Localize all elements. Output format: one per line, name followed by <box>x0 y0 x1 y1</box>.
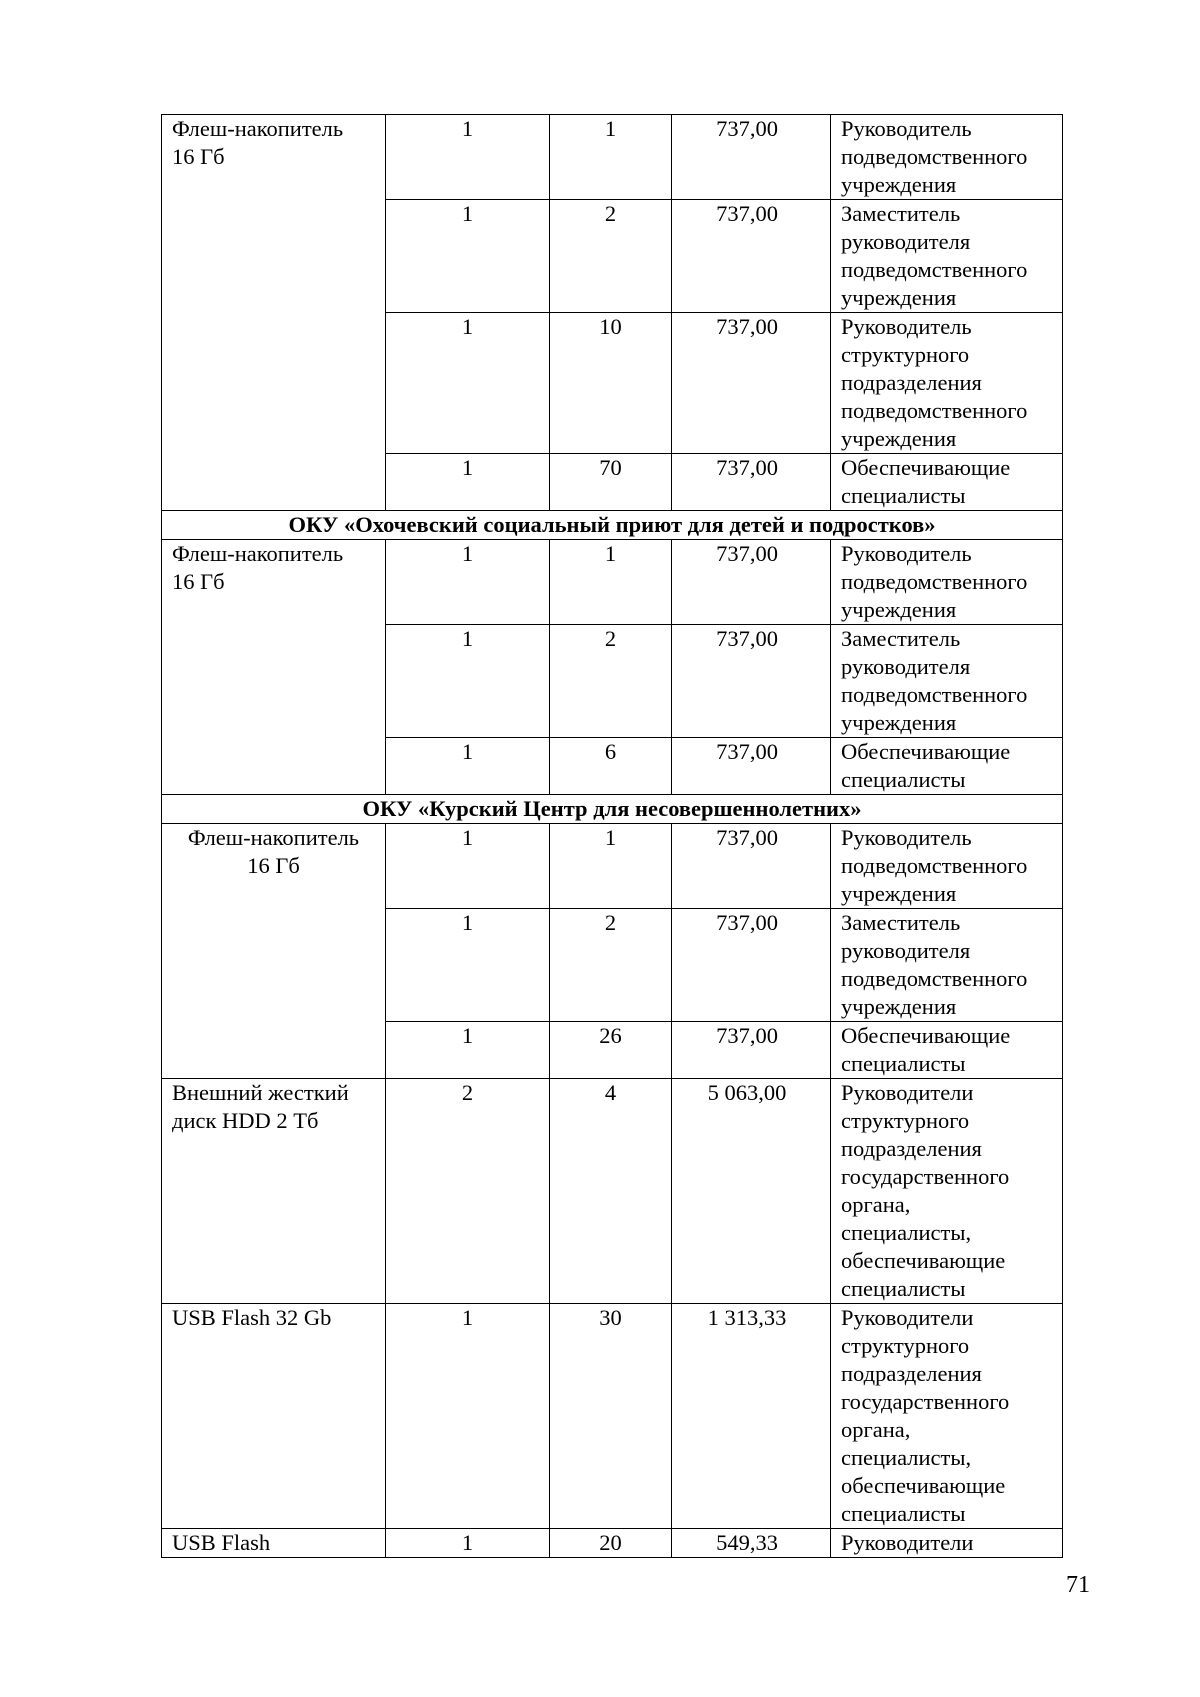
section-heading: ОКУ «Курский Центр для несовершеннолетних» <box>162 795 1063 824</box>
quantity-cell: 1 <box>386 1304 550 1529</box>
position-cell: Руководители структурного подразделения государственного органа, специалисты, обеспечивающие специалисты <box>831 1079 1063 1304</box>
count-cell: 20 <box>550 1529 672 1558</box>
section-heading: ОКУ «Охочевский социальный приют для детей и подростков» <box>162 511 1063 540</box>
quantity-cell: 1 <box>386 115 550 200</box>
table-row <box>162 540 1063 625</box>
position-cell: Заместитель руководителя подведомственного учреждения <box>831 625 1063 738</box>
item-name-cell: Флеш-накопитель 16 Гб <box>162 115 386 511</box>
quantity-cell: 1 <box>386 909 550 1022</box>
position-cell: Заместитель руководителя подведомственного учреждения <box>831 200 1063 313</box>
price-cell: 737,00 <box>672 909 831 1022</box>
table-row <box>162 115 1063 200</box>
table-row <box>162 824 1063 909</box>
count-cell: 10 <box>550 313 672 454</box>
position-cell: Руководитель подведомственного учреждения <box>831 540 1063 625</box>
position-cell: Руководитель подведомственного учреждения <box>831 824 1063 909</box>
table-row <box>162 1529 1063 1558</box>
price-cell: 549,33 <box>672 1529 831 1558</box>
quantity-cell: 1 <box>386 824 550 909</box>
count-cell: 70 <box>550 454 672 511</box>
position-cell: Обеспечивающие специалисты <box>831 1022 1063 1079</box>
count-cell: 4 <box>550 1079 672 1304</box>
price-cell: 737,00 <box>672 454 831 511</box>
count-cell: 2 <box>550 625 672 738</box>
price-cell: 737,00 <box>672 540 831 625</box>
count-cell: 1 <box>550 115 672 200</box>
position-cell: Обеспечивающие специалисты <box>831 454 1063 511</box>
count-cell: 26 <box>550 1022 672 1079</box>
price-cell: 737,00 <box>672 313 831 454</box>
quantity-cell: 1 <box>386 454 550 511</box>
quantity-cell: 1 <box>386 738 550 795</box>
position-cell: Заместитель руководителя подведомственного учреждения <box>831 909 1063 1022</box>
section-heading-row <box>162 795 1063 824</box>
price-cell: 737,00 <box>672 824 831 909</box>
count-cell: 1 <box>550 540 672 625</box>
item-name-cell: Флеш-накопитель 16 Гб <box>162 824 386 1079</box>
position-cell: Руководитель структурного подразделения подведомственного учреждения <box>831 313 1063 454</box>
quantity-cell: 1 <box>386 200 550 313</box>
count-cell: 6 <box>550 738 672 795</box>
price-cell: 737,00 <box>672 200 831 313</box>
section-heading-row <box>162 511 1063 540</box>
count-cell: 2 <box>550 909 672 1022</box>
count-cell: 1 <box>550 824 672 909</box>
quantity-cell: 1 <box>386 1022 550 1079</box>
price-cell: 1 313,33 <box>672 1304 831 1529</box>
position-cell: Руководитель подведомственного учреждения <box>831 115 1063 200</box>
price-cell: 737,00 <box>672 1022 831 1079</box>
table-row <box>162 1079 1063 1304</box>
position-cell: Руководители <box>831 1529 1063 1558</box>
item-name-cell: USB Flash 32 Gb <box>162 1304 386 1529</box>
price-cell: 737,00 <box>672 625 831 738</box>
price-cell: 737,00 <box>672 738 831 795</box>
position-cell: Руководители структурного подразделения государственного органа, специалисты, обеспечивающие специалисты <box>831 1304 1063 1529</box>
item-name-cell: Внешний жесткий диск HDD 2 Тб <box>162 1079 386 1304</box>
page-number: 71 <box>1066 1572 1090 1598</box>
quantity-cell: 1 <box>386 625 550 738</box>
item-name-cell: USB Flash <box>162 1529 386 1558</box>
price-cell: 5 063,00 <box>672 1079 831 1304</box>
item-name-cell: Флеш-накопитель 16 Гб <box>162 540 386 795</box>
quantity-cell: 2 <box>386 1079 550 1304</box>
count-cell: 2 <box>550 200 672 313</box>
price-cell: 737,00 <box>672 115 831 200</box>
position-cell: Обеспечивающие специалисты <box>831 738 1063 795</box>
table-row <box>162 1304 1063 1529</box>
quantity-cell: 1 <box>386 313 550 454</box>
quantity-cell: 1 <box>386 540 550 625</box>
quantity-cell: 1 <box>386 1529 550 1558</box>
count-cell: 30 <box>550 1304 672 1529</box>
equipment-table <box>161 114 1063 1558</box>
